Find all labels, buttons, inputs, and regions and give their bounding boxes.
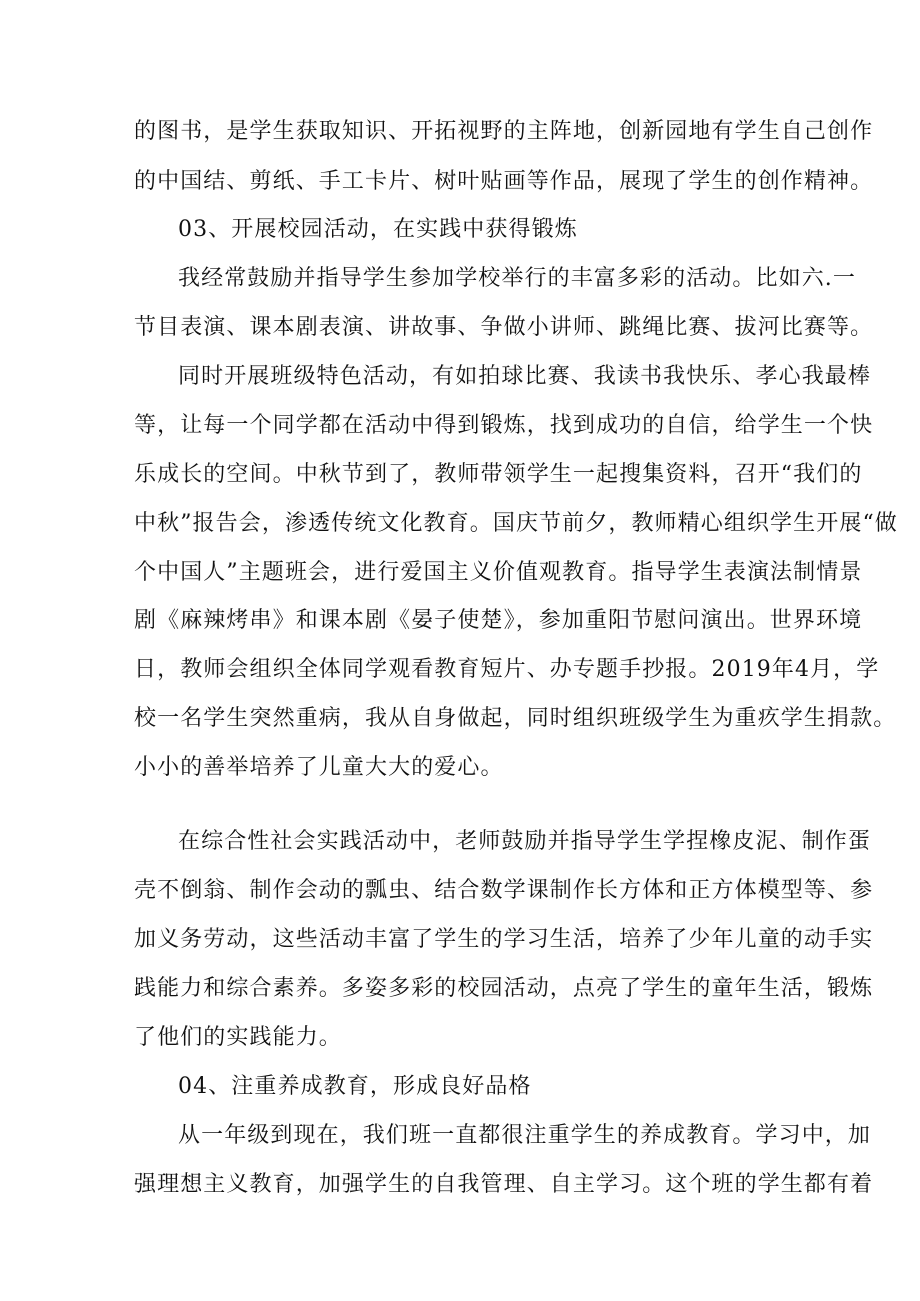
text-line: 了他们的实践能力。	[134, 1025, 342, 1050]
text-line: 剧《麻辣烤串》和课本剧《晏子使楚》，参加重阳节慰问演出。世界环境	[134, 608, 863, 633]
text-line: 校一名学生突然重病，我从自身做起，同时组织班级学生为重疚学生捐款。	[134, 706, 897, 731]
section-heading-03: 03、开展校园活动，在实践中获得锻炼	[178, 217, 578, 242]
text-line: 节目表演、课本剧表演、讲故事、争做小讲师、跳绳比赛、拔河比赛等。	[134, 315, 874, 340]
text-line: 践能力和综合素养。多姿多彩的校园活动，点亮了学生的童年生活，锻炼	[134, 976, 874, 1001]
text-line: 个中国人”主题班会，进行爱国主义价值观教育。指导学生表演法制情景	[134, 560, 863, 585]
text-line: 乐成长的空间。中秋节到了，教师带领学生一起搜集资料，召开“我们的	[134, 462, 863, 487]
text-line: 的图书，是学生获取知识、开拓视野的主阵地，创新园地有学生自己创作	[134, 119, 874, 144]
text-line: 同时开展班级特色活动，有如拍球比赛、我读书我快乐、孝心我最棒	[178, 364, 872, 389]
section-heading-04: 04、注重养成教育，形成良好品格	[178, 1074, 532, 1099]
text-line: 我经常鼓励并指导学生参加学校举行的丰富多彩的活动。比如六.一	[178, 266, 856, 291]
text-line: 等，让每一个同学都在活动中得到锻炼，找到成功的自信，给学生一个快	[134, 413, 874, 438]
text-line: 的中国结、剪纸、手工卡片、树叶贴画等作品，展现了学生的创作精神。	[134, 169, 874, 194]
text-line: 加义务劳动，这些活动丰富了学生的学习生活，培养了少年儿童的动手实	[134, 927, 874, 952]
text-line: 从一年级到现在，我们班一直都很注重学生的养成教育。学习中，加	[178, 1123, 872, 1148]
text-line: 小小的善举培养了儿童大大的爱心。	[134, 755, 504, 780]
text-line: 在综合性社会实践活动中，老师鼓励并指导学生学捏橡皮泥、制作蛋	[178, 829, 872, 854]
text-line: 日，教师会组织全体同学观看教育短片、办专题手抄报。2019年4月，学	[134, 657, 880, 682]
text-line: 强理想主义教育，加强学生的自我管理、自主学习。这个班的学生都有着	[134, 1172, 874, 1197]
text-line: 中秋”报告会，渗透传统文化教育。国庆节前夕，教师精心组织学生开展“做	[134, 511, 898, 536]
text-line: 壳不倒翁、制作会动的瓢虫、结合数学课制作长方体和正方体模型等、参	[134, 878, 874, 903]
